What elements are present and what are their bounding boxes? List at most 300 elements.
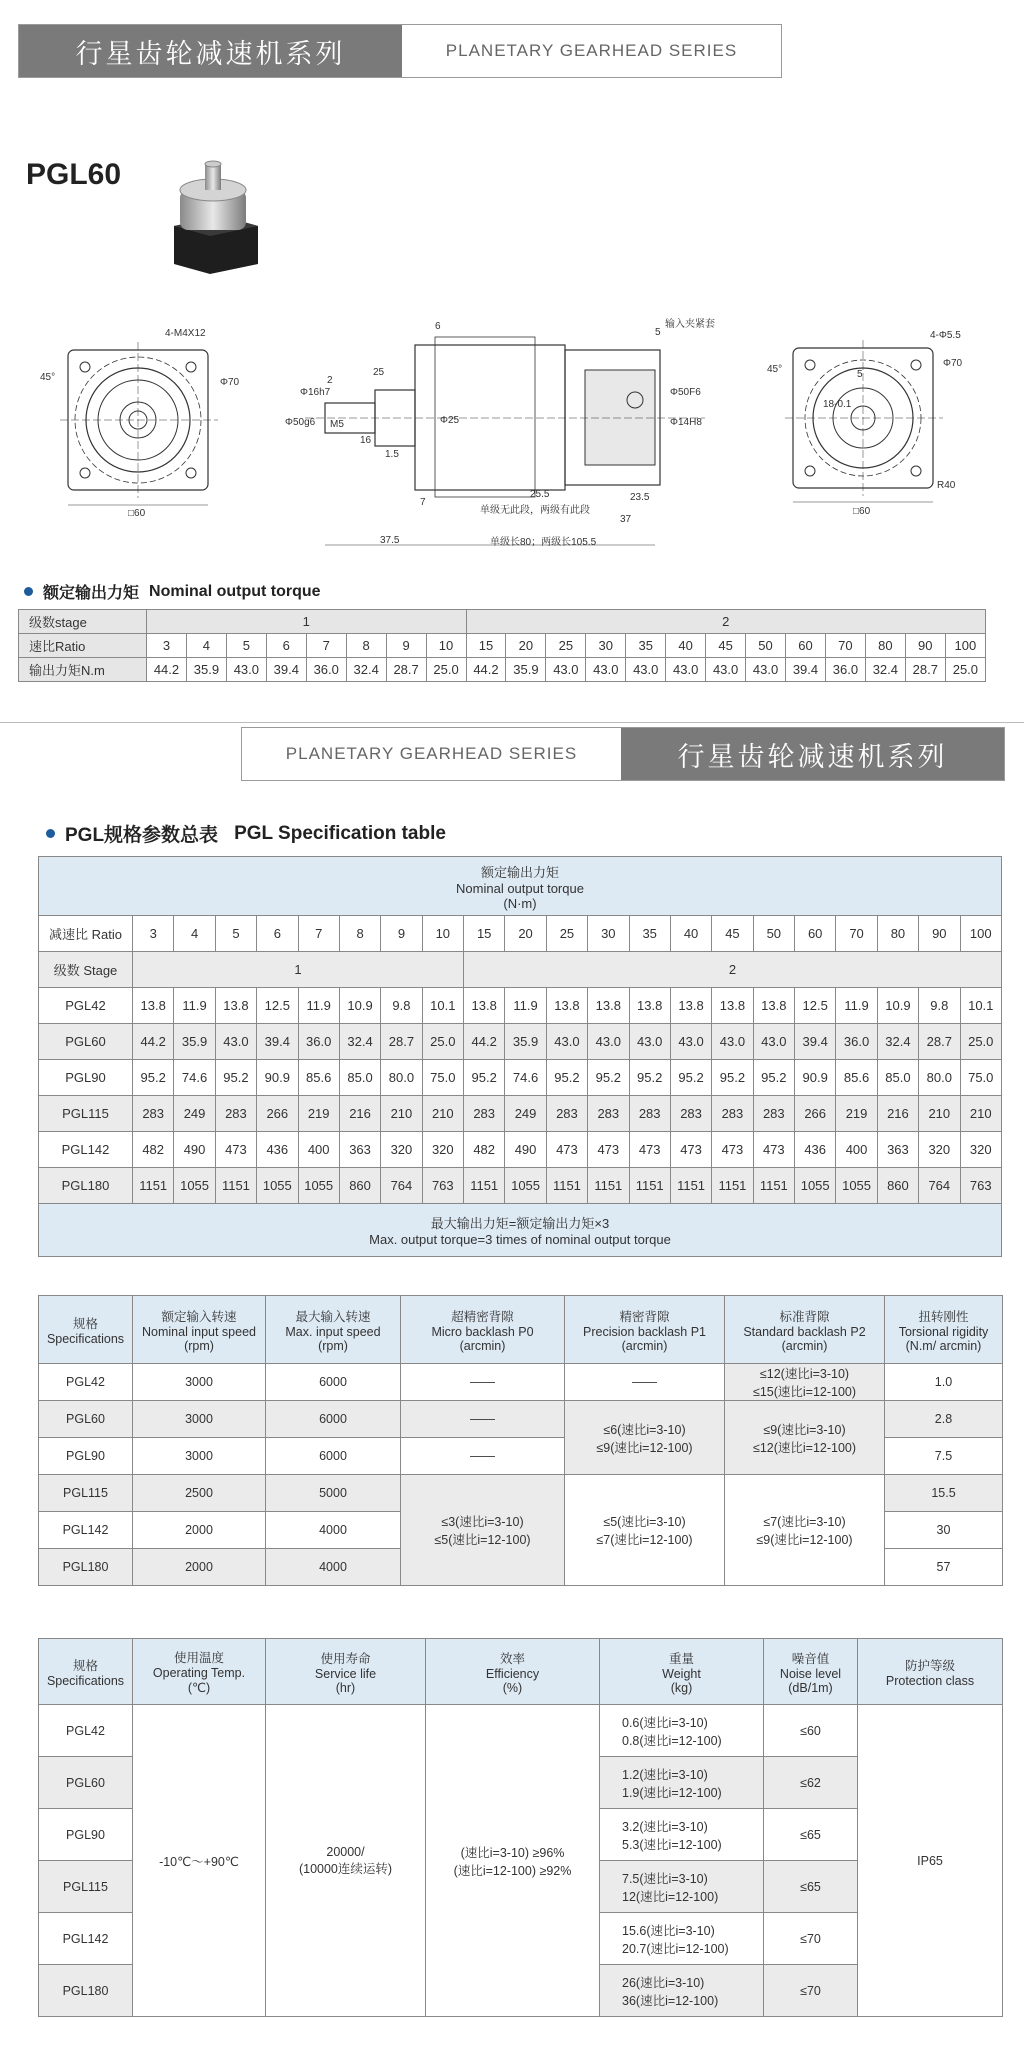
p2-big-a: ≤7(速比i=3-10) (763, 1515, 846, 1529)
spec-value-cell: 473 (712, 1132, 753, 1168)
spec-table-title-en: Nominal output torque (456, 880, 584, 896)
noise-cell: ≤62 (764, 1757, 858, 1809)
spec-value-cell: 283 (712, 1096, 753, 1132)
row-max-speed: 4000 (266, 1512, 401, 1549)
header-unit: (rpm) (318, 1338, 348, 1353)
noise-cell: ≤70 (764, 1965, 858, 2017)
p2-mid (725, 1401, 885, 1475)
spec-value-cell: 35.9 (174, 1024, 215, 1060)
dim-single-note: 单级无此段，两级有此段 (480, 505, 590, 516)
spec-value-cell: 363 (877, 1132, 918, 1168)
spec-value-cell: 283 (464, 1096, 505, 1132)
spec-value-cell: 1151 (629, 1168, 670, 1204)
spec-value-cell: 1151 (546, 1168, 587, 1204)
spec-value-cell: 219 (298, 1096, 339, 1132)
header-banner-second (241, 727, 1005, 781)
spec-ratio-cell: 25 (546, 916, 587, 952)
spec-value-cell: 473 (670, 1132, 711, 1168)
spec-value-cell: 13.8 (133, 988, 174, 1024)
row-nominal-speed: 2500 (133, 1475, 266, 1512)
spec-value-cell: 1151 (670, 1168, 711, 1204)
header-unit: (dB/1m) (788, 1680, 833, 1695)
header-en: Max. input speed (285, 1324, 381, 1339)
spec-value-cell: 1151 (133, 1168, 174, 1204)
spec-value-cell: 210 (422, 1096, 463, 1132)
spec-value-cell: 266 (795, 1096, 836, 1132)
spec-value-cell: 90.9 (795, 1060, 836, 1096)
spec-table-title-cn: 额定输出力矩 (480, 864, 559, 880)
spec-value-cell: 10.1 (960, 988, 1002, 1024)
spec-value-cell: 283 (629, 1096, 670, 1132)
spec-value-cell: 44.2 (464, 1024, 505, 1060)
header2-title-cn: 行星齿轮减速机系列 (621, 728, 1004, 780)
spec-value-cell: 210 (381, 1096, 422, 1132)
row-max-speed: 4000 (266, 1549, 401, 1586)
row-rigidity: 30 (885, 1512, 1003, 1549)
spec-title-row (39, 857, 1002, 916)
header-cell (39, 1296, 133, 1364)
product-photo (160, 160, 265, 275)
spec-value-cell: 11.9 (505, 988, 546, 1024)
spec-value-cell: 11.9 (174, 988, 215, 1024)
dim-length-note: 单级长80；两级长105.5 (490, 537, 597, 548)
header-en: Micro backlash P0 (431, 1324, 534, 1339)
spec-value-cell: 39.4 (257, 1024, 298, 1060)
header-banner-top (18, 24, 782, 78)
row-nominal-speed: 3000 (133, 1438, 266, 1475)
spec-row (39, 1168, 1002, 1204)
row-rigidity: 57 (885, 1549, 1003, 1586)
spec-value-cell: 28.7 (381, 1024, 422, 1060)
header-cn: 使用温度 (173, 1651, 224, 1665)
header-unit: (℃) (187, 1681, 211, 1695)
row-p1-dash: —— (565, 1364, 725, 1401)
spec-value-cell: 11.9 (298, 988, 339, 1024)
p2-42-a: ≤12(速比i=3-10) (759, 1367, 850, 1381)
ratio-cell: 40 (666, 634, 706, 658)
misc-spec-table (38, 1638, 1003, 2017)
header-cn: 噪音值 (791, 1651, 830, 1666)
weight-b: 0.8(速比i=12-100) (622, 1733, 722, 1748)
p2-mid-a: ≤9(速比i=3-10) (763, 1422, 846, 1437)
spec-value-cell: 28.7 (919, 1024, 960, 1060)
header-en: Specifications (46, 1331, 125, 1346)
spec-value-cell: 1055 (505, 1168, 546, 1204)
header-cell (600, 1639, 764, 1705)
misc-row-model: PGL90 (39, 1809, 133, 1861)
ratio-cell: 80 (865, 634, 905, 658)
row-model: PGL180 (39, 1549, 133, 1586)
spec-value-cell: 44.2 (133, 1024, 174, 1060)
ratio-cell: 50 (746, 634, 786, 658)
spec-value-cell: 90.9 (257, 1060, 298, 1096)
spec-ratio-cell: 6 (257, 916, 298, 952)
dim-37-5: 37.5 (380, 535, 400, 546)
operating-temp: -10℃～+90℃ (133, 1705, 266, 2017)
spec-value-cell: 12.5 (257, 988, 298, 1024)
ratio-cell: 100 (945, 634, 985, 658)
spec-value-cell: 39.4 (795, 1024, 836, 1060)
header-unit: (kg) (670, 1680, 693, 1695)
spec-title-cn: PGL规格参数总表 (65, 825, 219, 846)
header-en: Efficiency (485, 1666, 540, 1681)
noise-cell: ≤60 (764, 1705, 858, 1757)
ratio-cell: 35 (626, 634, 666, 658)
torque-cell: 43.0 (226, 658, 266, 682)
spec-ratio-cell: 80 (877, 916, 918, 952)
noise-cell: ≤65 (764, 1861, 858, 1913)
ratio-cell: 90 (905, 634, 945, 658)
stage-label: 级数stage (19, 610, 147, 634)
weight-b: 5.3(速比i=12-100) (622, 1837, 722, 1852)
spec-value-cell: 74.6 (505, 1060, 546, 1096)
p1-big (565, 1475, 725, 1586)
spec-value-cell: 25.0 (960, 1024, 1002, 1060)
weight-cell (600, 1861, 764, 1913)
spec-value-cell: 13.8 (464, 988, 505, 1024)
spec-ratio-cell: 15 (464, 916, 505, 952)
spec-value-cell: 13.8 (670, 988, 711, 1024)
dim-phi50g6: Φ50g6 (285, 417, 316, 428)
spec-value-cell: 490 (174, 1132, 215, 1168)
spec-ratio-cell: 7 (298, 916, 339, 952)
spec-value-cell: 1151 (464, 1168, 505, 1204)
header-unit: (%) (502, 1680, 523, 1695)
dim-25: 25 (373, 367, 385, 378)
ratio-cell: 8 (346, 634, 386, 658)
spec-value-cell: 80.0 (381, 1060, 422, 1096)
torque-title-en: Nominal output torque (149, 582, 321, 600)
spec-value-cell: 482 (464, 1132, 505, 1168)
header-cell (885, 1296, 1003, 1364)
torque-cell: 32.4 (865, 658, 905, 682)
spec-row-model: PGL60 (39, 1024, 133, 1060)
spec-value-cell: 283 (546, 1096, 587, 1132)
weight-cell (600, 1705, 764, 1757)
spec-ratio-row (39, 916, 1002, 952)
row-model: PGL60 (39, 1401, 133, 1438)
header-en: Nominal input speed (142, 1324, 256, 1339)
row-model: PGL42 (39, 1364, 133, 1401)
spec-value-cell: 219 (836, 1096, 877, 1132)
dim-square-right: □60 (853, 506, 871, 517)
weight-cell (600, 1809, 764, 1861)
torque-label: 输出力矩N.m (19, 658, 147, 682)
spec-value-cell: 249 (505, 1096, 546, 1132)
row-rigidity: 1.0 (885, 1364, 1003, 1401)
spec-section-title (46, 820, 446, 847)
spec-value-cell: 363 (339, 1132, 380, 1168)
dim-holes: 4-Φ5.5 (930, 330, 961, 341)
torque-cell: 25.0 (426, 658, 466, 682)
backlash-header-row (39, 1296, 1003, 1364)
header-cell (426, 1639, 600, 1705)
header-cn: 规格 (72, 1316, 98, 1331)
torque-cell: 35.9 (186, 658, 226, 682)
weight-b: 20.7(速比i=12-100) (622, 1941, 729, 1956)
dim-label-m4: 4-M4X12 (165, 328, 206, 339)
spec-ratio-cell: 40 (670, 916, 711, 952)
backlash-table (38, 1295, 1003, 1586)
spec-ratio-cell: 50 (753, 916, 794, 952)
spec-ratio-cell: 9 (381, 916, 422, 952)
service-life-a: 20000/ (326, 1844, 365, 1859)
spec-title-cell (39, 857, 1002, 916)
dim-37: 37 (620, 514, 632, 525)
dim-1-5: 1.5 (385, 449, 399, 460)
misc-row (39, 1705, 1003, 1757)
efficiency-a: (速比i=3-10) ≥96% (460, 1845, 565, 1860)
spec-value-cell: 85.6 (298, 1060, 339, 1096)
spec-value-cell: 9.8 (919, 988, 960, 1024)
weight-a: 7.5(速比i=3-10) (622, 1871, 708, 1886)
header-title-en: PLANETARY GEARHEAD SERIES (402, 25, 781, 77)
ratio-cell: 25 (546, 634, 586, 658)
ratio-cell: 45 (706, 634, 746, 658)
spec-title-en: PGL Specification table (234, 822, 446, 844)
ratio-label: 速比Ratio (19, 634, 147, 658)
spec-value-cell: 320 (381, 1132, 422, 1168)
spec-value-cell: 13.8 (753, 988, 794, 1024)
spec-value-cell: 1151 (712, 1168, 753, 1204)
spec-value-cell: 1151 (753, 1168, 794, 1204)
spec-value-cell: 10.9 (877, 988, 918, 1024)
misc-row-model: PGL42 (39, 1705, 133, 1757)
spec-ratio-cell: 100 (960, 916, 1002, 952)
torque-cell: 39.4 (786, 658, 826, 682)
p2-big-b: ≤9(速比i=12-100) (756, 1533, 853, 1547)
header-unit: (hr) (335, 1680, 356, 1695)
spec-value-cell: 13.8 (588, 988, 629, 1024)
spec-ratio-cell: 90 (919, 916, 960, 952)
dim-label-square: □60 (128, 508, 146, 519)
spec-value-cell: 13.8 (215, 988, 256, 1024)
header-unit: (rpm) (184, 1338, 214, 1353)
spec-value-cell: 12.5 (795, 988, 836, 1024)
dim-r40: R40 (937, 480, 956, 491)
row-max-speed: 5000 (266, 1475, 401, 1512)
dim-6: 6 (435, 321, 441, 332)
misc-row-model: PGL60 (39, 1757, 133, 1809)
torque-cell: 43.0 (706, 658, 746, 682)
spec-ratio-cell: 30 (588, 916, 629, 952)
spec-table (38, 856, 1002, 1257)
spec-ratio-cell: 10 (422, 916, 463, 952)
header-unit: (arcmin) (459, 1338, 506, 1353)
weight-a: 15.6(速比i=3-10) (622, 1923, 715, 1938)
ratio-cell: 20 (506, 634, 546, 658)
spec-value-cell: 320 (960, 1132, 1002, 1168)
spec-value-cell: 95.2 (215, 1060, 256, 1096)
p0-big-b: ≤5(速比i=12-100) (434, 1533, 531, 1547)
side-view-drawing (285, 315, 715, 555)
spec-value-cell: 473 (215, 1132, 256, 1168)
header-cell (858, 1639, 1003, 1705)
spec-ratio-cell: 35 (629, 916, 670, 952)
weight-cell (600, 1757, 764, 1809)
dim-phi50f6: Φ50F6 (670, 387, 701, 398)
torque-cell: 43.0 (666, 658, 706, 682)
row-nominal-speed: 2000 (133, 1549, 266, 1586)
row-model: PGL142 (39, 1512, 133, 1549)
spec-value-cell: 95.2 (712, 1060, 753, 1096)
spec-value-cell: 13.8 (712, 988, 753, 1024)
spec-value-cell: 216 (339, 1096, 380, 1132)
misc-row-model: PGL180 (39, 1965, 133, 2017)
spec-value-cell: 210 (919, 1096, 960, 1132)
noise-cell: ≤65 (764, 1809, 858, 1861)
torque-cell: 25.0 (945, 658, 985, 682)
header-cell (725, 1296, 885, 1364)
header-cn: 扭转刚性 (918, 1309, 969, 1324)
spec-ratio-cell: 45 (712, 916, 753, 952)
row-max-speed: 6000 (266, 1438, 401, 1475)
weight-cell (600, 1913, 764, 1965)
header-cn: 额定输入转速 (161, 1309, 237, 1324)
spec-row (39, 1060, 1002, 1096)
spec-value-cell: 1055 (836, 1168, 877, 1204)
spec-value-cell: 1055 (298, 1168, 339, 1204)
header-cn: 重量 (668, 1651, 694, 1666)
row-p0-dash: —— (401, 1364, 565, 1401)
spec-value-cell: 85.0 (877, 1060, 918, 1096)
spec-stage-1: 1 (133, 952, 464, 988)
spec-row-model: PGL90 (39, 1060, 133, 1096)
spec-value-cell: 35.9 (505, 1024, 546, 1060)
row-nominal-speed: 3000 (133, 1401, 266, 1438)
spec-value-cell: 1055 (257, 1168, 298, 1204)
header-cn: 最大输入转速 (295, 1309, 371, 1324)
spec-value-cell: 43.0 (670, 1024, 711, 1060)
spec-value-cell: 249 (174, 1096, 215, 1132)
spec-ratio-label: 减速比 Ratio (39, 916, 133, 952)
ratio-row (19, 634, 986, 658)
p1-mid-a: ≤6(速比i=3-10) (603, 1422, 686, 1437)
ratio-cell: 10 (426, 634, 466, 658)
row-nominal-speed: 3000 (133, 1364, 266, 1401)
ratio-cell: 30 (586, 634, 626, 658)
torque-cell: 39.4 (266, 658, 306, 682)
spec-value-cell: 216 (877, 1096, 918, 1132)
spec-value-cell: 43.0 (712, 1024, 753, 1060)
service-life-b: (10000连续运转) (298, 1861, 393, 1876)
spec-value-cell: 320 (422, 1132, 463, 1168)
torque-cell: 44.2 (147, 658, 187, 682)
spec-value-cell: 32.4 (877, 1024, 918, 1060)
p1-big-a: ≤5(速比i=3-10) (603, 1515, 686, 1529)
protection-class: IP65 (858, 1705, 1003, 2017)
spec-value-cell: 1055 (795, 1168, 836, 1204)
header-en: Precision backlash P1 (583, 1324, 706, 1339)
header-cell (401, 1296, 565, 1364)
dim-25-5: 25.5 (530, 489, 550, 500)
spec-value-cell: 283 (670, 1096, 711, 1132)
header-en: Weight (662, 1666, 701, 1681)
misc-header-row (39, 1639, 1003, 1705)
dim-7: 7 (420, 497, 426, 508)
service-life (266, 1705, 426, 2017)
torque-cell: 36.0 (306, 658, 346, 682)
ratio-cell: 9 (386, 634, 426, 658)
spec-ratio-cell: 8 (339, 916, 380, 952)
spec-value-cell: 283 (588, 1096, 629, 1132)
header-cn: 规格 (72, 1658, 98, 1673)
spec-table-unit: (N·m) (503, 895, 537, 911)
spec-value-cell: 1151 (588, 1168, 629, 1204)
spec-value-cell: 283 (753, 1096, 794, 1132)
row-rigidity: 2.8 (885, 1401, 1003, 1438)
spec-value-cell: 473 (588, 1132, 629, 1168)
torque-cell: 43.0 (626, 658, 666, 682)
spec-value-cell: 11.9 (836, 988, 877, 1024)
header-unit: (arcmin) (781, 1338, 828, 1353)
spec-value-cell: 95.2 (629, 1060, 670, 1096)
row-model: PGL90 (39, 1438, 133, 1475)
row-p0-dash: —— (401, 1401, 565, 1438)
spec-value-cell: 283 (215, 1096, 256, 1132)
spec-row-model: PGL180 (39, 1168, 133, 1204)
spec-ratio-cell: 60 (795, 916, 836, 952)
spec-value-cell: 283 (133, 1096, 174, 1132)
spec-row (39, 1096, 1002, 1132)
p0-big (401, 1475, 565, 1586)
spec-value-cell: 436 (257, 1132, 298, 1168)
spec-value-cell: 482 (133, 1132, 174, 1168)
spec-value-cell: 13.8 (546, 988, 587, 1024)
backlash-row (39, 1401, 1003, 1438)
ratio-cell: 70 (825, 634, 865, 658)
header-cell (266, 1639, 426, 1705)
spec-value-cell: 320 (919, 1132, 960, 1168)
efficiency (426, 1705, 600, 2017)
backlash-row (39, 1475, 1003, 1512)
ratio-cell: 60 (786, 634, 826, 658)
stage-1-cell: 1 (147, 610, 467, 634)
row-max-speed: 6000 (266, 1401, 401, 1438)
row-nominal-speed: 2000 (133, 1512, 266, 1549)
dim-phi25: Φ25 (440, 415, 460, 426)
spec-value-cell: 75.0 (960, 1060, 1002, 1096)
header-cell (39, 1639, 133, 1705)
weight-b: 1.9(速比i=12-100) (622, 1785, 722, 1800)
dim-2: 2 (327, 375, 333, 386)
p2-big (725, 1475, 885, 1586)
spec-value-cell: 74.6 (174, 1060, 215, 1096)
torque-cell: 35.9 (506, 658, 546, 682)
spec-value-cell: 400 (836, 1132, 877, 1168)
torque-cell: 28.7 (386, 658, 426, 682)
spec-value-cell: 210 (960, 1096, 1002, 1132)
spec-ratio-cell: 5 (215, 916, 256, 952)
spec-value-cell: 95.2 (753, 1060, 794, 1096)
dim-phi16: Φ16h7 (300, 387, 331, 398)
spec-value-cell: 400 (298, 1132, 339, 1168)
header-en: Service life (314, 1666, 377, 1681)
spec-value-cell: 43.0 (629, 1024, 670, 1060)
spec-value-cell: 80.0 (919, 1060, 960, 1096)
spec-row (39, 988, 1002, 1024)
ratio-cell: 6 (266, 634, 306, 658)
rear-view-drawing (765, 322, 980, 520)
spec-value-cell: 473 (546, 1132, 587, 1168)
dim-label-pcd: Φ70 (220, 377, 240, 388)
spec-value-cell: 473 (753, 1132, 794, 1168)
dim-m5: M5 (330, 419, 344, 430)
torque-title-cn: 额定输出力矩 (43, 585, 140, 602)
torque-cell: 43.0 (586, 658, 626, 682)
spec-value-cell: 9.8 (381, 988, 422, 1024)
p2-42-b: ≤15(速比i=12-100) (752, 1385, 857, 1399)
